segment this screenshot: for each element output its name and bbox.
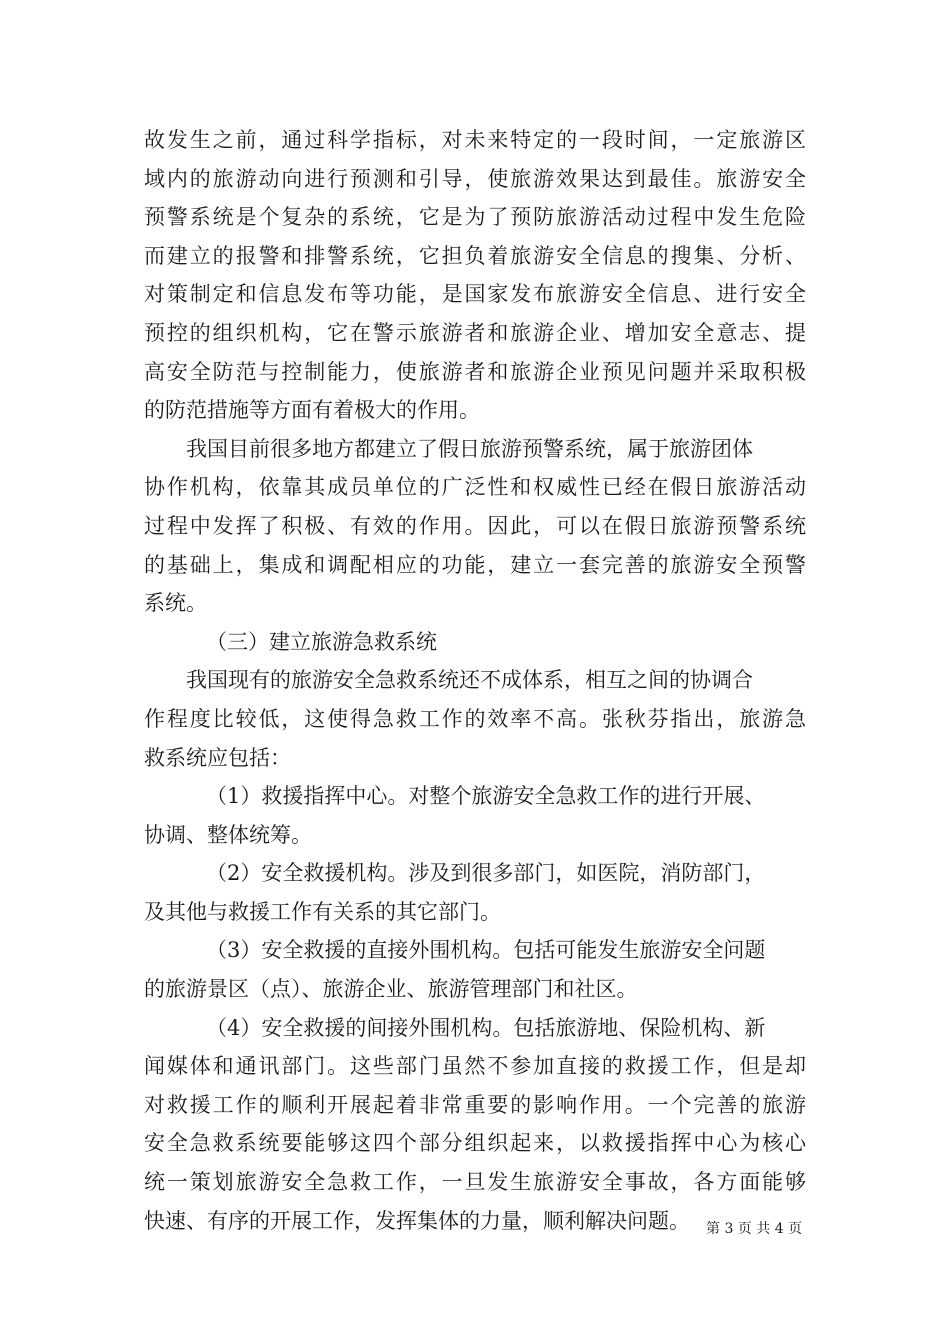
paragraph-first-line: 我国现有的旅游安全急救系统还不成体系，相互之间的协调合	[186, 668, 753, 693]
text-line: 对策制定和信息发布等功能，是国家发布旅游安全信息、进行安全	[144, 282, 806, 307]
text-line: 故发生之前，通过科学指标，对未来特定的一段时间，一定旅游区	[144, 128, 806, 152]
text-line: 高安全防范与控制能力，使旅游者和旅游企业预见问题并采取积极	[144, 359, 806, 384]
text-line: 统一策划旅游安全急救工作，一旦发生旅游安全事故，各方面能够	[144, 1170, 806, 1195]
text-line: 作程度比较低，这使得急救工作的效率不高。张秋芬指出，旅游急	[144, 706, 806, 731]
text-line: 预警系统是个复杂的系统，它是为了预防旅游活动过程中发生危险	[144, 205, 806, 230]
text-line: 对救援工作的顺利开展起着非常重要的影响作用。一个完善的旅游	[144, 1092, 806, 1117]
text-line: 及其他与救援工作有关系的其它部门。	[144, 899, 501, 924]
text-line: 预控的组织机构，它在警示旅游者和旅游企业、增加安全意志、提	[144, 320, 806, 345]
text-line: 快速、有序的开展工作，发挥集体的力量，顺利解决问题。	[144, 1208, 690, 1233]
list-item-first-line: （1）救援指挥中心。对整个旅游安全急救工作的进行开展、	[206, 784, 766, 809]
text-line: 的旅游景区（点）、旅游企业、旅游管理部门和社区。	[144, 977, 638, 1002]
paragraph-first-line: 我国目前很多地方都建立了假日旅游预警系统，属于旅游团体	[186, 436, 753, 461]
text-line: 安全急救系统要能够这四个部分组织起来，以救援指挥中心为核心	[144, 1131, 806, 1156]
text-line: 闻媒体和通讯部门。这些部门虽然不参加直接的救援工作，但是却	[144, 1054, 806, 1079]
text-line: 的基础上，集成和调配相应的功能，建立一套完善的旅游安全预警	[144, 552, 806, 577]
list-item-first-line: （2）安全救援机构。涉及到很多部门，如医院，消防部门，	[206, 861, 766, 886]
text-line: 救系统应包括：	[144, 745, 291, 770]
text-line: 过程中发挥了积极、有效的作用。因此，可以在假日旅游预警系统	[144, 513, 806, 538]
section-heading: （三）建立旅游急救系统	[206, 629, 437, 654]
text-line: 协作机构，依靠其成员单位的广泛性和权威性已经在假日旅游活动	[144, 475, 806, 500]
text-line: 系统。	[144, 591, 207, 616]
document-body	[144, 121, 806, 1240]
text-line: 协调、整体统筹。	[144, 822, 312, 847]
page-number: 第 3 页 共 4 页	[706, 1221, 803, 1237]
text-line: 域内的旅游动向进行预测和引导，使旅游效果达到最佳。旅游安全	[144, 166, 806, 191]
text-line: 的防范措施等方面有着极大的作用。	[144, 398, 480, 423]
text-line: 而建立的报警和排警系统，它担负着旅游安全信息的搜集、分析、	[144, 243, 806, 268]
list-item-first-line: （4）安全救援的间接外围机构。包括旅游地、保险机构、新	[206, 1015, 766, 1040]
list-item-first-line: （3）安全救援的直接外围机构。包括可能发生旅游安全问题	[206, 938, 766, 963]
